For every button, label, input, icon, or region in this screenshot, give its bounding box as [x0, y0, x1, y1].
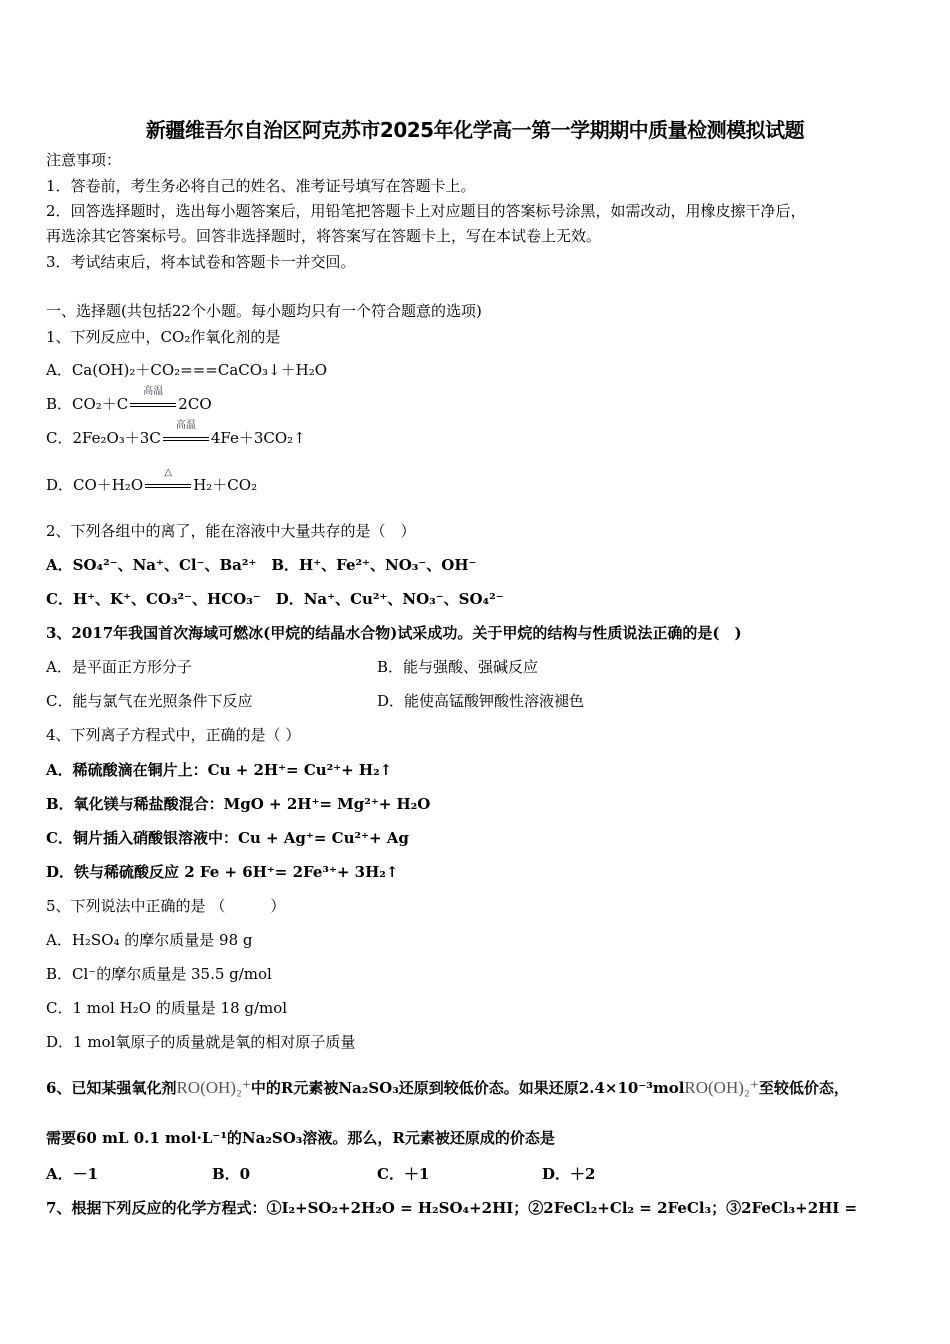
- option-a: A．H₂SO₄ 的摩尔质量是 98 g: [46, 931, 253, 949]
- stem-text: 中的R元素被Na₂SO₃还原到较低价态。如果还原2.4×10⁻³mol: [250, 1079, 685, 1097]
- stem-text: 6、已知某强氧化剂: [46, 1079, 177, 1097]
- option-b: [46, 386, 212, 414]
- reaction-condition: [143, 467, 193, 495]
- page-title: 新疆维吾尔自治区阿克苏市2025年化学高一第一学期期中质量检测模拟试题: [145, 118, 805, 142]
- option-b: B．Cl⁻的摩尔质量是 35.5 g/mol: [46, 965, 272, 983]
- option-b: B．能与强酸、强碱反应: [377, 658, 539, 676]
- option-ab: A．SO₄²⁻、Na⁺、Cl⁻、Ba²⁺ B．H⁺、Fe²⁺、NO₃⁻、OH⁻: [46, 556, 477, 574]
- question-stem: 3、2017年我国首次海域可燃冰(甲烷的结晶水合物)试采成功。关于甲烷的结构与性质说法正确的是( ): [46, 624, 742, 642]
- option-d: [46, 467, 258, 495]
- option-text: D．CO＋H₂O: [46, 476, 144, 494]
- option-text: 2CO: [178, 395, 212, 413]
- condition-label: 高温: [175, 420, 196, 431]
- notice-item: 再选涂其它答案标号。回答非选择题时，将答案写在答题卡上，写在本试卷上无效。: [46, 227, 602, 245]
- option-d: D．＋2: [542, 1165, 596, 1183]
- question-stem: 5、下列说法中正确的是 （ ）: [46, 897, 286, 915]
- notice-item: 3．考试结束后，将本试卷和答题卡一并交回。: [46, 253, 356, 271]
- formula: RO(OH)₂⁺: [684, 1078, 759, 1097]
- condition-label: 高温: [143, 386, 164, 397]
- option-c: C．＋1: [377, 1165, 430, 1183]
- notice-item: 2．回答选择题时，选出每小题答案后，用铅笔把答题卡上对应题目的答案标号涂黑，如需改动，用橡皮擦干净后，: [46, 202, 806, 220]
- option-d: D．能使高锰酸钾酸性溶液褪色: [377, 692, 585, 710]
- option-a: A．Ca(OH)₂＋CO₂===CaCO₃↓＋H₂O: [46, 361, 328, 379]
- option-text: C．2Fe₂O₃＋3C: [46, 429, 161, 447]
- formula: RO(OH)₂⁺: [176, 1078, 251, 1097]
- option-a: A．是平面正方形分子: [46, 658, 192, 676]
- option-c: [46, 420, 306, 448]
- stem-text: 至较低价态，: [758, 1079, 849, 1097]
- option-b: B．0: [212, 1165, 251, 1183]
- option-d: D．1 mol氧原子的质量就是氧的相对原子质量: [46, 1033, 356, 1051]
- notice-item: 1．答卷前，考生务必将自己的姓名、准考证号填写在答题卡上。: [46, 177, 476, 195]
- option-cd: C．H⁺、K⁺、CO₃²⁻、HCO₃⁻ D．Na⁺、Cu²⁺、NO₃⁻、SO₄²⁻: [46, 590, 504, 608]
- section-heading: 一、选择题(共包括22个小题。每小题均只有一个符合题意的选项): [46, 302, 482, 320]
- question-stem: 4、下列离子方程式中，正确的是（ ）: [46, 726, 301, 744]
- question-stem: 2、下列各组中的离了，能在溶液中大量共存的是（ ）: [46, 522, 416, 540]
- question-stem-continued: 需要60 mL 0.1 mol·L⁻¹的Na₂SO₃溶液。那么，R元素被还原成的价态是: [46, 1129, 555, 1147]
- condition-label: △: [164, 467, 173, 478]
- option-a: A．稀硫酸滴在铜片上：Cu + 2H⁺= Cu²⁺+ H₂↑: [46, 761, 393, 779]
- option-text: B．CO₂＋C: [46, 395, 129, 413]
- option-d: D．铁与稀硫酸反应 2 Fe + 6H⁺= 2Fe³⁺+ 3H₂↑: [46, 863, 399, 881]
- option-b: B．氧化镁与稀盐酸混合：MgO + 2H⁺= Mg²⁺+ H₂O: [46, 795, 431, 813]
- question-stem: [46, 1078, 849, 1098]
- option-c: C．能与氯气在光照条件下反应: [46, 692, 253, 710]
- reaction-condition: [128, 386, 178, 414]
- reaction-condition: [161, 420, 211, 448]
- option-c: C．铜片插入硝酸银溶液中：Cu + Ag⁺= Cu²⁺+ Ag: [46, 829, 409, 847]
- option-c: C．1 mol H₂O 的质量是 18 g/mol: [46, 999, 288, 1017]
- question-stem: 7、根据下列反应的化学方程式：①I₂+SO₂+2H₂O = H₂SO₄+2HI；②2FeCl₂+Cl₂ = 2FeCl₃；③2FeCl₃+2HI =: [46, 1199, 858, 1217]
- option-text: H₂＋CO₂: [193, 476, 258, 494]
- notice-heading: 注意事项：: [46, 151, 122, 169]
- option-text: 4Fe＋3CO₂↑: [210, 429, 306, 447]
- option-a: A．－1: [46, 1165, 99, 1183]
- question-stem: 1、下列反应中，CO₂作氧化剂的是: [46, 328, 281, 346]
